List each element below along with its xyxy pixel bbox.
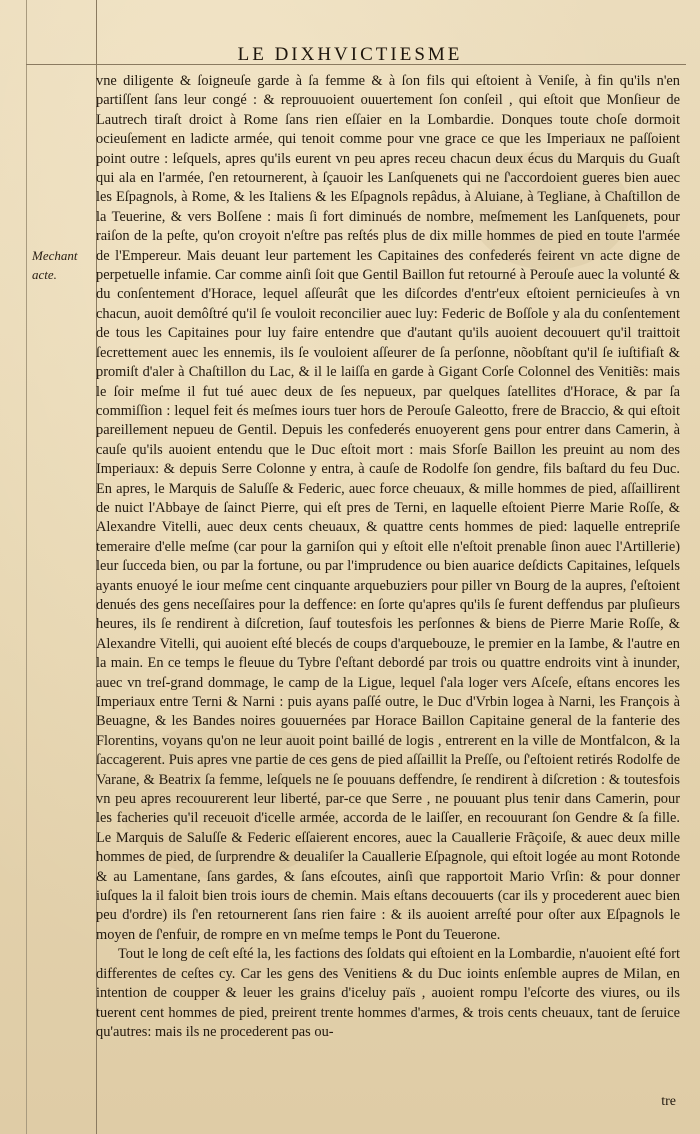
paragraph: vne diligente & ſoigneuſe garde à ſa femme & à ſon fils qui eſtoient à Veniſe, à fin qu'ils n'en partiſſent ſans leur congé : & reprouuoient ouuertement ſon conſeil , qui eſtoit que Monſieur de Lautrech tiraſt droict à Rome ſans rien eſſaier en la Lombardie. Donques toute choſe dormoit ocieuſement en ladicte armée, qui tenoit comme pour vne grace ce que les Imperiaux ne paſſoient point outre : leſquels, apres qu'ils eurent vn peu apres receu chacun deux écus du Marquis du Guaſt qui ala en l'armée, ſ'en retournerent, à ſçauoir les Lanſquenets qui ne ſ'accordoient gueres bien auec les Eſpagnols, à Rome, & les Italiens & les Eſpagnols repâdus, à Aluiane, à Tegliane, à Chaſtillon de la Teuerine, & vers Bolſene : mais ſi fort diminués de nombre, meſmement les Lanſquenets, pour raiſon de la peſte, qu'on croyoit n'eſtre pas reſtés plus de dix mille hommes de pied en toute l'armée de l'Empereur. Mais deuant leur partement les Capitaines des confederés feirent vn acte digne de perpetuelle infamie. Car comme ainſi ſoit que Gentil Baillon fut retourné à Perouſe auec la volunté & du conſentement d'Horace, lequel aſſeurât que les diſcordes d'entr'eux eſtoient pernicieuſes à vn chacun, auoit demôſtré qu'il ſe vouloit reconcilier auec luy: Federic de Boſſole y ala du conſentement de tous les Capitaines pour luy faire entendre que d'autant qu'ils auoient decouuert qu'il traittoit ſecrettement auec les ennemis, ils ſe vouloient aſſeurer de ſa perſonne, nõobſtant qu'il ſe iuſtifiaſt & promiſt d'aler à Chaſtillon du Lac, & il le laiſſa en garde à Gigant Corſe Colonnel des Venitiẽs: mais le ſoir meſme il fut tué auec deux de ſes nepueux, par quelques ſatellites d'Horace, & par ſa commiſſion : lequel feit és meſmes iours tuer hors de Perouſe Galeotto, frere de Braccio, & qui eſtoit pareillement nepueu de Gentil. Depuis les confederés enuoyerent gens pour entrer dans Camerin, à cauſe qu'ils auoient entendu que le Duc eſtoit mort : mais Sforſe Baillon les preuint au nom des Imperiaux: & depuis Serre Colonne y entra, à cauſe de Rodolfe ſon gendre, fils baſtard du feu Duc. En apres, le Marquis de Saluſſe & Federic, auec force cheuaux, & mille hommes de pied, aſſaillirent de nuict l'Abbaye de ſainct Pierre, qui eſt pres de Terni, en laquelle eſtoient Pierre Marie Roſſe, & Alexandre Vitelli, auec deux cents cheuaux, & quattre cents hommes de pied: laquelle entrepriſe temeraire d'elle meſme (car pour la garniſon qui y eſtoit elle n'eſtoit prenable ſinon auec l'Artillerie) leur ſucceda bien, ou par la fortune, ou par l'imprudence ou bien auarice deſdicts Capitaines, leſquels ayants enuoyé le iour meſme cent cinquante arquebuziers pour piller vn Bourg de la aupres, ſ'eſtoient denués des gens neceſſaires pour la deffence: en ſorte qu'apres qu'ils ſe furent deffendus par pluſieurs heures, ils ſe rendirent à diſcretion, ſauf toutesfois les perſonnes & biens de Pierre Marie Roſſe, & Alexandre Vitelli, qui auoient eſté blecés de coups d'arquebouze, le premier en la Iambe, & l'autre en la main. En ce temps le fleuue du Tybre ſ'eſtant debordé par trois ou quattre endroits vint à inunder, auec vn treſ-grand dommage, le camp de la Ligue, lequel ſ'ala loger vers Aſceſe, eſtans encores les Imperiaux entre Terni & Narni : puis ayans paſſé outre, le Duc d'Vrbin logea à Narni, les François à Beuagne, & les Bandes noires gouuernées par Horace Baillon Capitaine general de la fanterie des Florentins, voyans qu'on ne leur auoit point baillé de logis , entrerent en la ville de Montfalcon, & la ſaccagerent. Puis apres vne partie de ces gens de pied aſſaillit la Preſſe, ou ſ'eſtoient retirés Rodolfe de Varane, & Beatrix ſa femme, leſquels ne ſe pouuans deffendre, ſe rendirent à diſcretion : & toutesfois vn peu apres recouurerent leur liberté, par-ce que Serre , ne pouuant plus tenir dans Camerin, pour les facheries qu'il receuoit d'icelle armée, accorda de le laiſſer, en recouurant ſon Gendre & ſa fille. Le Marquis de Saluſſe & Federic eſſaierent encores, auec la Cauallerie Frãçoiſe, & auec deux mille hommes de pied, de ſurprendre & deualiſer la Cauallerie Eſpagnole, qui eſtoit logée au mont Rotonde & au Lamentane, ſans gardes, & ſans eſcoutes, ainſi que rapportoit Mario Vrſin: & pour donner iuſques la il faloit bien trois iours de chemin. Mais eſtans decouuerts (car ils y procederent auec bien peu d'ordre) ils ſ'en retournerent ſans rien faire : & ils auoient arreſté pour oſter aux Eſpagnols le moyen de ſ'enfuir, de rompre en vn meſme temps le Pont du Teuerone. — [96, 73, 681, 943]
main-text — [96, 72, 680, 1042]
paragraph: Tout le long de ceſt eſté la, les factions des ſoldats qui eſtoient en la Lombardie, n'auoient eſté fort differentes de ceſtes cy. Car les gens des Venitiens & du Duc ioints enſemble aupres de Milan, en intention de coupper & leuer les grains d'iceluy païs , auoient rompu l'eſcorte des viures, ou ils tuerent cent hommes de pied, preirent trente hommes d'armes, & trois cents cheuaux, tant de ſeruice qu'autres: mais ils ne procederent pas ou- — [96, 946, 680, 1040]
catchword: tre — [661, 1094, 676, 1109]
outer-margin-rule — [26, 0, 27, 1134]
running-title: LE DIXHVICTIESME — [237, 44, 463, 65]
margin-note: Mechant acte. — [32, 248, 78, 282]
